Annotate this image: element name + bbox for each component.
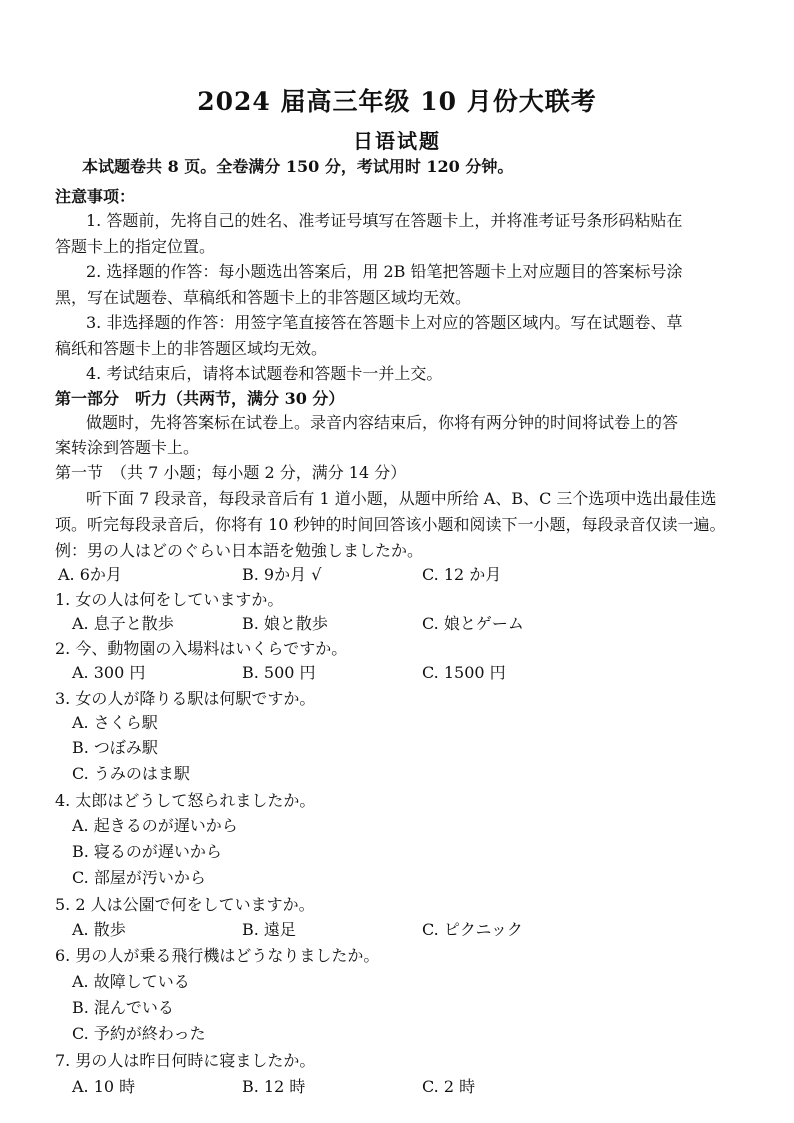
- notice-item-3-line-2: 稿纸和答题卡上的非答题区域均无效。: [55, 339, 328, 358]
- q7-option-c: C. 2 時: [422, 1077, 476, 1096]
- q1-option-b: B. 娘と散歩: [242, 614, 328, 633]
- q5-option-c: C. ピクニック: [422, 920, 523, 939]
- q6-option-b: B. 混んでいる: [72, 998, 174, 1017]
- page-subtitle: 日语试题: [353, 129, 441, 153]
- notice-heading: 注意事项：: [55, 187, 136, 206]
- section1-instructions-line-2: 项。听完每段录音后，你将有 10 秒钟的时间回答该小题和阅读下一小题，每段录音仅读一遍。: [55, 515, 726, 534]
- question-5: 5. 2 人は公園で何をしていますか。: [55, 895, 315, 914]
- question-1: 1. 女の人は何をしていますか。: [55, 590, 284, 609]
- question-4: 4. 太郎はどうして怒られましたか。: [55, 791, 316, 810]
- q1-option-c: C. 娘とゲーム: [422, 614, 524, 633]
- notice-item-2-line-2: 黑，写在试题卷、草稿纸和答题卡上的非答题区域均无效。: [55, 288, 472, 307]
- q6-option-c: C. 予約が終わった: [72, 1024, 206, 1043]
- example-option-a: A. 6か月: [58, 565, 122, 584]
- question-7: 7. 男の人は昨日何時に寝ましたか。: [55, 1051, 316, 1070]
- part1-instructions-line-1: 做题时，先将答案标在试卷上。录音内容结束后，你将有两分钟的时间将试卷上的答: [86, 413, 679, 432]
- q3-option-b: B. つぼみ駅: [72, 738, 158, 757]
- q2-option-a: A. 300 円: [72, 663, 146, 682]
- q4-option-a: A. 起きるのが遅いから: [72, 816, 238, 835]
- intro-text: 本试题卷共 8 页。全卷满分 150 分，考试用时 120 分钟。: [82, 157, 514, 176]
- q3-option-a: A. さくら駅: [72, 713, 158, 732]
- q7-option-b: B. 12 時: [242, 1077, 306, 1096]
- notice-item-3-line-1: 3. 非选择题的作答：用签字笔直接答在答题卡上对应的答题区域内。写在试题卷、草: [86, 313, 683, 332]
- example-question: 例：男の人はどのぐらい日本語を勉強しましたか。: [55, 541, 424, 560]
- q6-option-a: A. 故障している: [72, 972, 190, 991]
- q7-option-a: A. 10 時: [72, 1077, 136, 1096]
- notice-item-1-line-1: 1. 答题前，先将自己的姓名、准考证号填写在答题卡上，并将准考证号条形码粘贴在: [86, 211, 683, 230]
- page-title: 2024 届高三年级 10 月份大联考: [197, 87, 597, 116]
- notice-item-2-line-1: 2. 选择题的作答：每小题选出答案后，用 2B 铅笔把答题卡上对应题目的答案标号涂: [86, 262, 683, 281]
- q2-option-c: C. 1500 円: [422, 663, 506, 682]
- question-2: 2. 今、動物園の入場料はいくらですか。: [55, 639, 348, 658]
- notice-item-4: 4. 考试结束后，请将本试题卷和答题卡一并上交。: [86, 364, 443, 383]
- part1-instructions-line-2: 案转涂到答题卡上。: [55, 438, 200, 457]
- question-3: 3. 女の人が降りる駅は何駅ですか。: [55, 689, 316, 708]
- section1-instructions-line-1: 听下面 7 段录音，每段录音后有 1 道小题，从题中所给 A、B、C 三个选项中选出最佳选: [86, 489, 717, 508]
- q5-option-b: B. 遠足: [242, 920, 296, 939]
- section1-heading: 第一节 （共 7 小题；每小题 2 分，满分 14 分）: [55, 463, 407, 482]
- q3-option-c: C. うみのはま駅: [72, 764, 190, 783]
- question-6: 6. 男の人が乗る飛行機はどうなりましたか。: [55, 946, 380, 965]
- q1-option-a: A. 息子と散歩: [72, 614, 174, 633]
- q5-option-a: A. 散歩: [72, 920, 126, 939]
- example-option-c: C. 12 か月: [422, 565, 502, 584]
- notice-item-1-line-2: 答题卡上的指定位置。: [55, 237, 216, 256]
- q4-option-b: B. 寝るのが遅いから: [72, 842, 222, 861]
- example-option-b: B. 9か月 √: [242, 565, 322, 584]
- part1-heading: 第一部分 听力（共两节，满分 30 分）: [55, 389, 345, 408]
- q4-option-c: C. 部屋が汚いから: [72, 868, 206, 887]
- q2-option-b: B. 500 円: [242, 663, 316, 682]
